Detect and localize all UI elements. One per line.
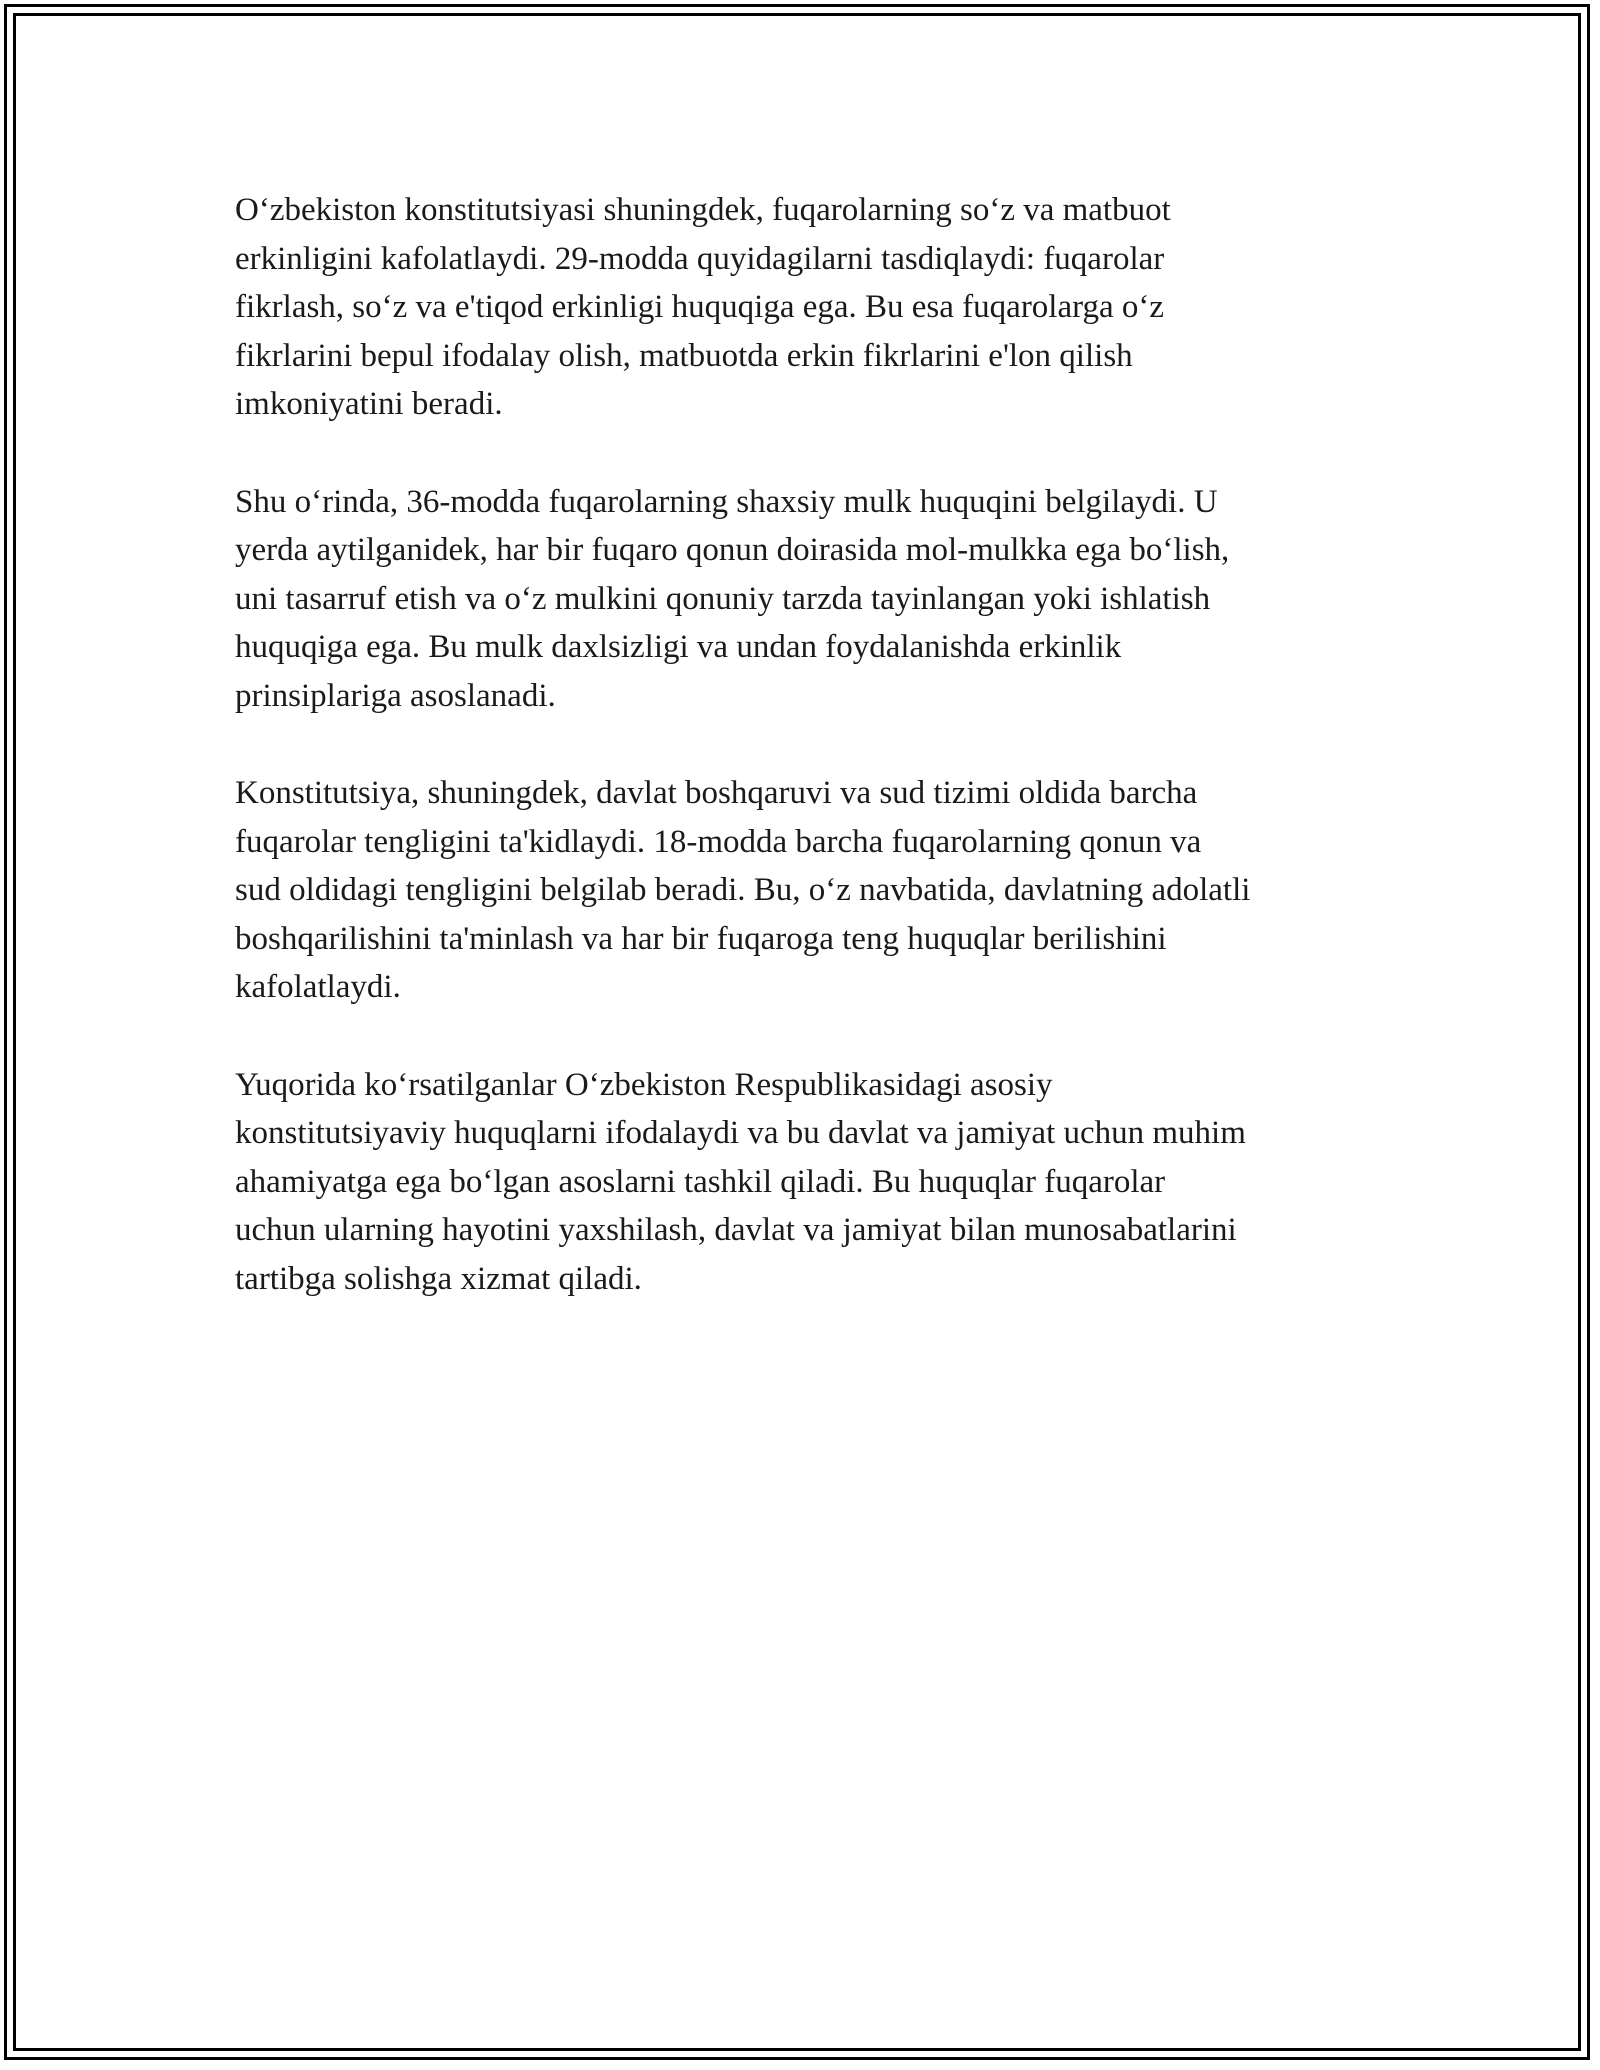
paragraph-equality: Konstitutsiya, shuningdek, davlat boshqaruvi va sud tizimi oldida barcha fuqarolar tengligini ta'kidlaydi. 18-modda barcha fuqarolarning qonun va sud oldidagi tengligini belgilab beradi. Bu, o‘z navbatida, davlatning adolatli boshqarilishini ta'minlash va har bir fuqaroga teng huquqlar berilishini kafolatlaydi. <box>235 775 1251 1005</box>
document-body <box>235 186 1375 1352</box>
paragraph-conclusion: Yuqorida ko‘rsatilganlar O‘zbekiston Respublikasidagi asosiy konstitutsiyaviy huquqlarni ifodalaydi va bu davlat va jamiyat uchun muhim ahamiyatga ega bo‘lgan asoslarni tashkil qiladi. Bu huquqlar fuqarolar uchun ularning hayotini yaxshilash, davlat va jamiyat bilan munosabatlarini tartibga solishga xizmat qiladi. <box>235 1066 1246 1297</box>
paragraph-property-rights: Shu o‘rinda, 36-modda fuqarolarning shaxsiy mulk huquqini belgilaydi. U yerda aytilganidek, har bir fuqaro qonun doirasida mol-mulkka ega bo‘lish, uni tasarruf etish va o‘z mulkini qonuniy tarzda tayinlangan yoki ishlatish huquqiga ega. Bu mulk daxlsizligi va undan foydalanishda erkinlik prinsiplariga asoslanadi. <box>235 483 1230 714</box>
paragraph-free-speech: O‘zbekiston konstitutsiyasi shuningdek, fuqarolarning so‘z va matbuot erkinligini kafolatlaydi. 29-modda quyidagilarni tasdiqlaydi: fuqarolar fikrlash, so‘z va e'tiqod erkinligi huquqiga ega. Bu esa fuqarolarga o‘z fikrlarini bepul ifodalay olish, matbuotda erkin fikrlarini e'lon qilish imkoniyatini beradi. <box>235 192 1171 422</box>
